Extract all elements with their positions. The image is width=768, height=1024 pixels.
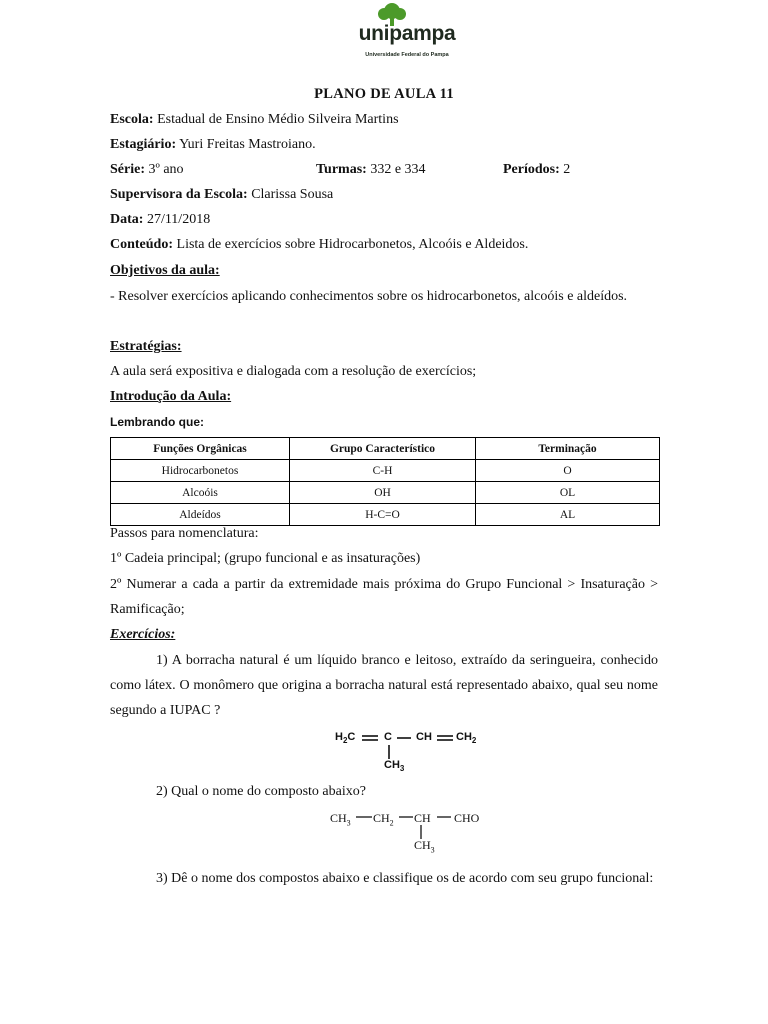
formula2-ch: CH [414,811,431,825]
periodos-value: 2 [563,162,571,177]
table-header-cell: Terminação [476,438,660,460]
formula2-cho: CHO [454,811,480,825]
data-label: Data: [110,212,144,227]
estagiario-line [110,137,316,153]
formula2-branch: $CH_3$ [414,838,435,855]
periodos-line [503,162,570,178]
passos-step2: 2º Numerar a cada a partir da extremidade mais próxima do Grupo Funcional > Insaturação > Ramificação; [110,577,658,617]
single-bond-2 [356,814,372,820]
formula1-ch: CH [416,731,432,743]
single-bond-1 [397,733,411,743]
supervisora-line [110,187,333,203]
estrategias-text: A aula será expositiva e dialogada com a resolução de exercícios; [110,364,477,379]
unipampa-logo [354,2,460,64]
table-cell: Alcoóis [111,482,290,504]
table-cell: O [476,460,660,482]
formula1-ch2: $CH_2$ [456,731,477,746]
table-row [111,482,660,504]
logo-subtitle: Universidade Federal do Pampa [365,52,449,58]
double-bond-2 [437,733,453,743]
double-bond-1 [362,733,378,743]
exercicio-2: 2) Qual o nome do composto abaixo? [156,784,366,799]
exercicio-1: 1) A borracha natural é um líquido branco e leitoso, extraído da seringueira, conhecido como látex. O monômero que origina a borracha natural está representado abaixo, qual seu nome segundo a IUPAC ? [110,653,658,718]
table-header-row [111,438,660,460]
table-header-cell: Grupo Característico [290,438,476,460]
table-cell: C-H [290,460,476,482]
passos-heading: Passos para nomenclatura: [110,526,259,541]
vertical-bond-1 [386,745,392,759]
lembrando-label: Lembrando que: [110,415,205,429]
estagiario-label: Estagiário: [110,137,177,152]
table-cell: AL [476,504,660,526]
formula2-ch3: $CH_3$ [330,811,351,828]
conteudo-line [110,237,528,253]
table-row [111,460,660,482]
table-header-cell: Funções Orgânicas [111,438,290,460]
turmas-value: 332 e 334 [370,162,426,177]
conteudo-label: Conteúdo: [110,237,174,252]
conteudo-value: Lista de exercícios sobre Hidrocarbonetos, Alcoóis e Aldeidos. [176,237,529,252]
escola-line [110,112,399,128]
serie-line [110,162,184,178]
formula1-c: C [384,731,392,743]
estrategias-heading: Estratégias: [110,339,182,354]
vertical-bond-2 [418,825,424,839]
supervisora-value: Clarissa Sousa [251,187,334,202]
introducao-heading: Introdução da Aula: [110,389,232,404]
objetivos-text: - Resolver exercícios aplicando conhecimentos sobre os hidrocarbonetos, alcoóis e aldeídos. [110,289,628,304]
single-bond-3 [399,814,413,820]
estagiario-value: Yuri Freitas Mastroiano. [179,137,316,152]
single-bond-4 [437,814,451,820]
table-cell: H-C=O [290,504,476,526]
passos-step1: 1º Cadeia principal; (grupo funcional e as insaturações) [110,551,421,566]
escola-label: Escola: [110,112,154,127]
table-cell: Aldeídos [111,504,290,526]
logo-wordmark: unipampa [358,22,456,45]
serie-value: 3º ano [148,162,184,177]
data-line [110,212,210,228]
data-value: 27/11/2018 [146,212,211,227]
exercicios-heading: Exercícios: [110,627,176,642]
exercicio-3: 3) Dê o nome dos compostos abaixo e classifique os de acordo com seu grupo funcional: [156,871,654,886]
formula1-h2c: $H_2C$ [335,731,356,746]
turmas-label: Turmas: [316,162,367,177]
serie-label: Série: [110,162,145,177]
periodos-label: Períodos: [503,162,560,177]
table-cell: OL [476,482,660,504]
table-cell: Hidrocarbonetos [111,460,290,482]
formula2-ch2: $CH_2$ [373,811,394,828]
table-row [111,504,660,526]
supervisora-label: Supervisora da Escola: [110,187,248,202]
formula1-ch3: $CH_3$ [384,759,405,774]
page-title: PLANO DE AULA 11 [314,86,454,102]
table-cell: OH [290,482,476,504]
turmas-line [316,162,426,178]
functions-table [110,437,660,526]
objetivos-heading: Objetivos da aula: [110,263,220,278]
escola-value: Estadual de Ensino Médio Silveira Martins [157,112,399,127]
